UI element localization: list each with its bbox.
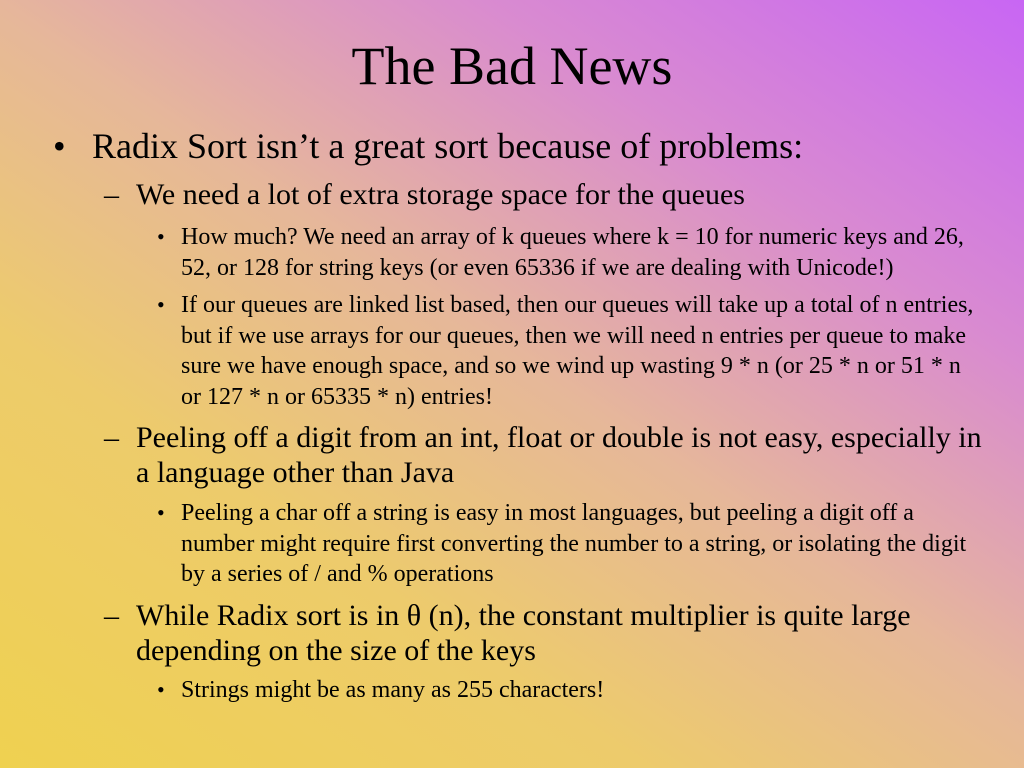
detail-bullet-dot: •	[157, 676, 165, 702]
detail-bullet-dot: •	[157, 224, 165, 249]
sub-bullet-text: We need a lot of extra storage space for the queues	[136, 178, 745, 211]
bullet-dot: •	[53, 126, 66, 166]
detail-bullet-text: If our queues are linked list based, then our queues will take up a total of n entries, but if we use arrays for our queues, then we will need n entries per queue to make sure we have enough space, and so we wind up wasting 9 * n (or 25 * n or 51 * n or 127 * n or 65335 * n) entries!	[181, 292, 974, 410]
detail-bullet-dot: •	[157, 292, 165, 317]
detail-bullet	[0, 675, 1024, 706]
slide-title: The Bad News	[351, 36, 673, 96]
sub-bullet-dash: –	[104, 421, 119, 454]
sub-bullet-text: Peeling off a digit from an int, float or double is not easy, especially in a language other than Java	[136, 421, 982, 489]
detail-bullet	[0, 290, 1024, 412]
detail-bullet	[0, 498, 1024, 590]
detail-bullet-text: How much? We need an array of k queues where k = 10 for numeric keys and 26, 52, or 128 for string keys (or even 65336 if we are dealing with Unicode!)	[181, 224, 964, 281]
sub-bullet-storage	[0, 177, 1024, 212]
sub-bullet-multiplier	[0, 598, 1024, 668]
sub-bullet-dash: –	[104, 598, 119, 632]
sub-bullet-dash: –	[104, 178, 119, 211]
detail-bullet-text: Peeling a char off a string is easy in most languages, but peeling a digit off a number might require first converting the number to a string, or isolating the digit by a series of / and % operations	[181, 500, 967, 587]
sub-bullet-peeling	[0, 420, 1024, 490]
main-bullet	[0, 124, 1024, 168]
slide-content	[0, 124, 1024, 705]
sub-bullet-text: While Radix sort is in θ (n), the constant multiplier is quite large depending on the size of the keys	[136, 598, 911, 667]
detail-bullet-dot: •	[157, 500, 165, 525]
main-bullet-text: Radix Sort isn’t a great sort because of problems:	[92, 126, 804, 166]
detail-bullet	[0, 222, 1024, 283]
detail-bullet-text: Strings might be as many as 255 characters!	[181, 676, 605, 703]
